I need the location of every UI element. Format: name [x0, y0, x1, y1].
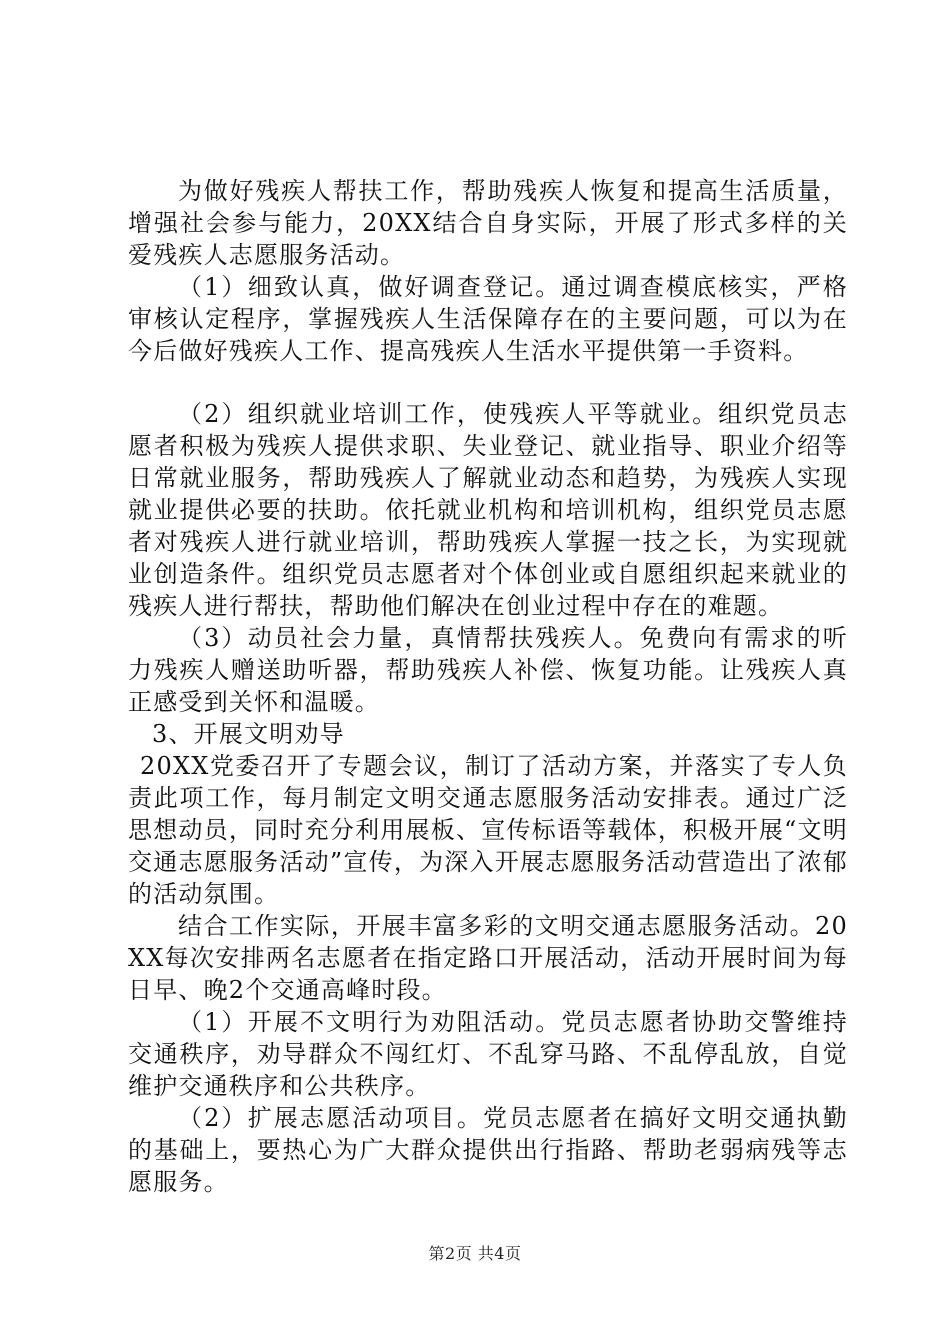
item-2-employment-paragraph: （2）组织就业培训工作，使残疾人平等就业。组织党员志愿者积极为残疾人提供求职、失业登记、就业指导、职业介绍等日常就业服务，帮助残疾人了解就业动态和趋势，为残疾人实现就业提供必要的扶助。依托就业机构和培训机构，组织党员志愿者对残疾人进行就业培训，帮助残疾人掌握一技之长，为实现就业创造条件。组织党员志愿者对个体创业或自愿组织起来就业的残疾人进行帮扶，帮助他们解决在创业过程中存在的难题。: [128, 400, 848, 620]
item-2-expansion-paragraph: （2）扩展志愿活动项目。党员志愿者在搞好文明交通执勤的基础上，要热心为广大群众提供出行指路、帮助老弱病残等志愿服务。: [128, 1104, 848, 1196]
item-1-dissuasion-paragraph: （1）开展不文明行为劝阻活动。党员志愿者协助交警维持交通秩序，劝导群众不闯红灯、不乱穿马路、不乱停乱放，自觉维护交通秩序和公共秩序。: [128, 1008, 848, 1100]
item-3-social-paragraph: （3）动员社会力量，真情帮扶残疾人。免费向有需求的听力残疾人赠送助听器，帮助残疾人补偿、恢复功能。让残疾人真正感受到关怀和温暖。: [128, 624, 848, 716]
intro-paragraph: 为做好残疾人帮扶工作，帮助残疾人恢复和提高生活质量，增强社会参与能力，20XX结合自身实际，开展了形式多样的关爱残疾人志愿服务活动。: [128, 177, 848, 269]
paragraph-gap: [128, 367, 848, 398]
item-1-survey-paragraph: （1）细致认真，做好调查登记。通过调查模底核实，严格审核认定程序，掌握残疾人生活保障存在的主要问题，可以为在今后做好残疾人工作、提高残疾人生活水平提供第一手资料。: [128, 273, 848, 365]
document-body: [128, 175, 848, 1198]
section-3-heading: 3、开展文明劝导: [152, 720, 345, 748]
traffic-activity-paragraph: 结合工作实际，开展丰富多彩的文明交通志愿服务活动。20XX每次安排两名志愿者在指定路口开展活动，活动开展时间为每日早、晚2个交通高峰时段。: [128, 912, 848, 1004]
page-number-footer: 第2页 共4页: [428, 1244, 522, 1263]
party-meeting-paragraph: 20XX党委召开了专题会议，制订了活动方案，并落实了专人负责此项工作，每月制定文明交通志愿服务活动安排表。通过广泛思想动员，同时充分利用展板、宣传标语等载体，积极开展“文明交通志愿服务活动”宣传，为深入开展志愿服务活动营造出了浓郁的活动氛围。: [128, 752, 848, 908]
